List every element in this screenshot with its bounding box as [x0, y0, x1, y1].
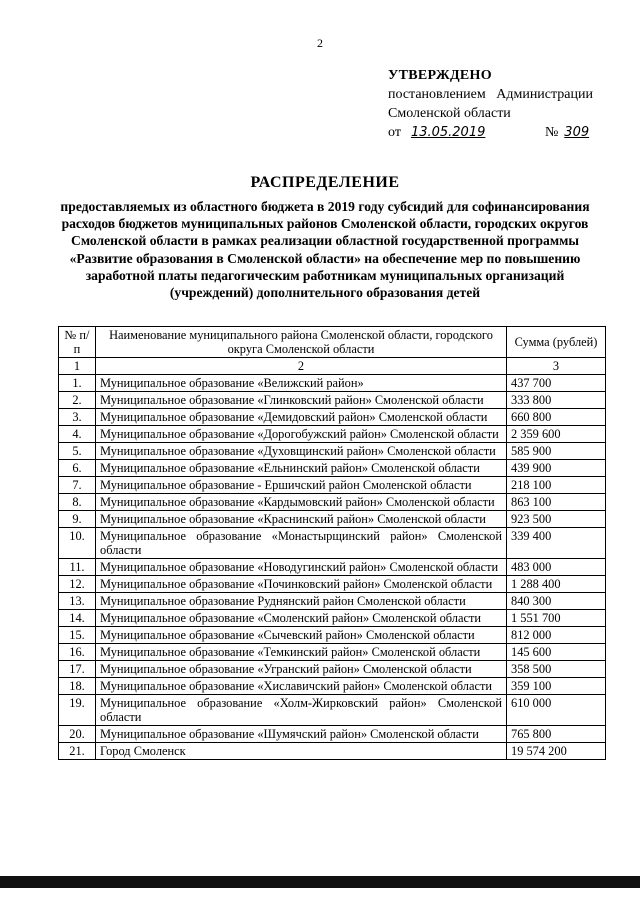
- row-sum: 145 600: [507, 644, 606, 661]
- row-number: 8.: [59, 494, 96, 511]
- row-sum: 765 800: [507, 726, 606, 743]
- approval-line-1: постановлением Администрации: [388, 87, 593, 102]
- row-sum: 339 400: [507, 528, 606, 559]
- table-row: [59, 743, 606, 760]
- row-number: 18.: [59, 678, 96, 695]
- row-name: Муниципальное образование «Шумячский район» Смоленской области: [96, 726, 507, 743]
- row-sum: 2 359 600: [507, 426, 606, 443]
- row-name: Муниципальное образование «Смоленский район» Смоленской области: [96, 610, 507, 627]
- number-prefix: №: [544, 125, 559, 140]
- row-number: 1.: [59, 375, 96, 392]
- table-row: [59, 528, 606, 559]
- row-sum: 610 000: [507, 695, 606, 726]
- table-row: [59, 627, 606, 644]
- row-number: 6.: [59, 460, 96, 477]
- header-name: Наименование муниципального района Смоленской области, городского округа Смоленской области: [96, 327, 507, 358]
- approval-date-row: [388, 123, 628, 142]
- column-number-row: [59, 358, 606, 375]
- table-row: [59, 695, 606, 726]
- table-row: [59, 409, 606, 426]
- row-number: 3.: [59, 409, 96, 426]
- row-name: Муниципальное образование «Дорогобужский район» Смоленской области: [96, 426, 507, 443]
- row-name: Муниципальное образование «Темкинский район» Смоленской области: [96, 644, 507, 661]
- row-sum: 19 574 200: [507, 743, 606, 760]
- row-number: 5.: [59, 443, 96, 460]
- row-sum: 437 700: [507, 375, 606, 392]
- row-sum: 358 500: [507, 661, 606, 678]
- row-sum: 359 100: [507, 678, 606, 695]
- row-name: Муниципальное образование «Холм-Жирковский район» Смоленской области: [96, 695, 507, 726]
- distribution-table: [58, 326, 606, 760]
- table-row: [59, 678, 606, 695]
- row-sum: 923 500: [507, 511, 606, 528]
- document-heading: [60, 174, 590, 301]
- row-sum: 840 300: [507, 593, 606, 610]
- table-row: [59, 661, 606, 678]
- row-number: 16.: [59, 644, 96, 661]
- table-row: [59, 443, 606, 460]
- table-row: [59, 426, 606, 443]
- header-sum: Сумма (рублей): [507, 327, 606, 358]
- row-number: 21.: [59, 743, 96, 760]
- document-title: РАСПРЕДЕЛЕНИЕ: [250, 174, 400, 191]
- row-number: 9.: [59, 511, 96, 528]
- row-name: Муниципальное образование «Духовщинский район» Смоленской области: [96, 443, 507, 460]
- header-number: № п/п: [59, 327, 96, 358]
- row-number: 10.: [59, 528, 96, 559]
- row-number: 4.: [59, 426, 96, 443]
- table-row: [59, 511, 606, 528]
- row-name: Муниципальное образование «Починковский район» Смоленской области: [96, 576, 507, 593]
- row-sum: 218 100: [507, 477, 606, 494]
- row-sum: 333 800: [507, 392, 606, 409]
- document-subtitle: предоставляемых из областного бюджета в 2019 году субсидий для софинансирования расходов бюджетов муниципальных районов Смоленской области, городских округов Смоленской области в рамках реализации областной государственной программы «Развитие образования в Смоленской области» на обеспечение мер по повышению заработной платы педагогическим работникам муниципальных организаций (учреждений) дополнительного образования детей: [60, 199, 590, 301]
- row-name: Муниципальное образование «Сычевский район» Смоленской области: [96, 627, 507, 644]
- row-sum: 863 100: [507, 494, 606, 511]
- row-sum: 660 800: [507, 409, 606, 426]
- table-row: [59, 610, 606, 627]
- table-row: [59, 576, 606, 593]
- row-sum: 439 900: [507, 460, 606, 477]
- row-name: Муниципальное образование «Ельнинский район» Смоленской области: [96, 460, 507, 477]
- date-prefix: от: [388, 125, 401, 140]
- table-row: [59, 726, 606, 743]
- scan-edge-bar: [0, 876, 640, 888]
- row-number: 12.: [59, 576, 96, 593]
- row-name: Муниципальное образование «Велижский район»: [96, 375, 507, 392]
- row-sum: 1 288 400: [507, 576, 606, 593]
- row-name: Муниципальное образование - Ершичский район Смоленской области: [96, 477, 507, 494]
- approval-line-2: Смоленской области: [388, 106, 511, 121]
- table-row: [59, 593, 606, 610]
- table-row: [59, 460, 606, 477]
- row-name: Муниципальное образование Руднянский район Смоленской области: [96, 593, 507, 610]
- table-row: [59, 477, 606, 494]
- col-number-1: 1: [59, 358, 96, 375]
- handwritten-date: 13.05.2019: [410, 125, 486, 140]
- row-name: Муниципальное образование «Демидовский район» Смоленской области: [96, 409, 507, 426]
- row-number: 19.: [59, 695, 96, 726]
- table-row: [59, 392, 606, 409]
- page-number: 2: [317, 36, 323, 50]
- approval-block: [388, 66, 628, 142]
- row-name: Муниципальное образование «Кардымовский район» Смоленской области: [96, 494, 507, 511]
- row-sum: 1 551 700: [507, 610, 606, 627]
- row-number: 2.: [59, 392, 96, 409]
- row-sum: 483 000: [507, 559, 606, 576]
- table-header-row: [59, 327, 606, 358]
- col-number-3: 3: [507, 358, 606, 375]
- row-name: Муниципальное образование «Угранский район» Смоленской области: [96, 661, 507, 678]
- table-row: [59, 644, 606, 661]
- row-number: 7.: [59, 477, 96, 494]
- row-name: Муниципальное образование «Глинковский район» Смоленской области: [96, 392, 507, 409]
- table-row: [59, 559, 606, 576]
- row-name: Муниципальное образование «Хиславичский район» Смоленской области: [96, 678, 507, 695]
- row-name: Муниципальное образование «Краснинский район» Смоленской области: [96, 511, 507, 528]
- approval-title: УТВЕРЖДЕНО: [388, 68, 492, 83]
- row-name: Город Смоленск: [96, 743, 507, 760]
- col-number-2: 2: [96, 358, 507, 375]
- table-row: [59, 494, 606, 511]
- table-row: [59, 375, 606, 392]
- row-number: 13.: [59, 593, 96, 610]
- row-name: Муниципальное образование «Монастырщинский район» Смоленской области: [96, 528, 507, 559]
- row-name: Муниципальное образование «Новодугинский район» Смоленской области: [96, 559, 507, 576]
- row-sum: 585 900: [507, 443, 606, 460]
- row-number: 14.: [59, 610, 96, 627]
- row-number: 15.: [59, 627, 96, 644]
- row-number: 20.: [59, 726, 96, 743]
- row-sum: 812 000: [507, 627, 606, 644]
- row-number: 11.: [59, 559, 96, 576]
- row-number: 17.: [59, 661, 96, 678]
- handwritten-number: 309: [564, 125, 590, 140]
